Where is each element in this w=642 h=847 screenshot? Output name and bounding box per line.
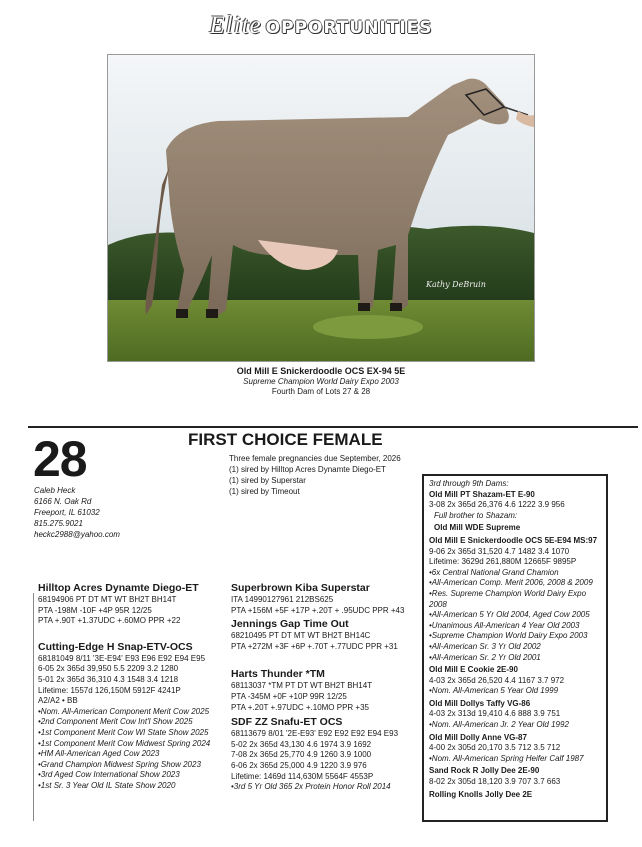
elite-opportunities-logo xyxy=(0,12,642,40)
animal-name: Jennings Gap Time Out xyxy=(231,618,349,631)
lot-title: FIRST CHOICE FEMALE xyxy=(188,430,383,449)
dam-record-line: •All-American Sr. 2 Yr Old 2001 xyxy=(429,652,541,662)
dam-record-line: •Nom. All-American Jr. 2 Year Old 1992 xyxy=(429,720,569,730)
record-line: 5-01 2x 365d 36,310 4.3 1548 3.4 1218 xyxy=(38,674,179,684)
dam-record-line: •Supreme Champion World Dairy Expo 2003 xyxy=(429,631,588,641)
record-line: 5-02 2x 365d 43,130 4.6 1974 3.9 1692 xyxy=(231,739,372,749)
dam-record-line: 9-06 2x 365d 31,520 4.7 1482 3.4 1070 xyxy=(429,546,570,556)
record-line: PTA -345M +0F +10P 99R 12/25 xyxy=(231,691,347,701)
lot-number: 28 xyxy=(33,431,87,487)
dam-record-line: •6x Central National Grand Chamion xyxy=(429,567,559,577)
logo-elite-text: Elite xyxy=(209,12,262,39)
record-line: •HM All-American Aged Cow 2023 xyxy=(38,749,160,759)
dam-record-line: 3-08 2x 365d 26,376 4.6 1222 3.9 956 xyxy=(429,500,565,510)
dam-record-line: •All-American Comp. Merit 2006, 2008 & 2009 xyxy=(429,578,593,588)
record-line: •Nom. All-American Component Merit Cow 2025 xyxy=(38,706,210,716)
left-pedigree-column xyxy=(38,582,228,792)
record-line: 68113037 *TM PT DT WT BH2T BH14T xyxy=(231,681,373,691)
pedigree-entry xyxy=(38,582,228,627)
caption-relation: Fourth Dam of Lots 27 & 28 xyxy=(271,387,371,396)
dam-name: Old Mill E Snickerdoodle OCS 5E-E94 MS:97 xyxy=(429,535,598,545)
animal-name: Harts Thunder *TM xyxy=(231,668,325,681)
record-line: 68113679 8/01 '2E-E93' E92 E92 E92 E94 E93 xyxy=(231,729,399,739)
record-line: PTA +156M +5F +17P +.20T + .95UDC PPR +43 xyxy=(231,605,405,615)
record-line: Lifetime: 1557d 126,150M 5912F 4241P xyxy=(38,685,181,695)
record-line: 68181049 8/11 '3E-E94' E93 E96 E92 E94 E95 xyxy=(38,653,206,663)
lot-description xyxy=(229,453,401,497)
dam-record-line: 4-00 2x 305d 20,170 3.5 712 3.5 712 xyxy=(429,743,561,753)
dam-name: Sand Rock R Jolly Dee 2E-90 xyxy=(429,766,540,776)
record-line: PTA -198M -10F +4P 95R 12/25 xyxy=(38,605,152,615)
dam-name: Old Mill E Cookie 2E-90 xyxy=(429,665,518,675)
dam-record-line: •All-American 5 Yr Old 2004, Aged Cow 2005 xyxy=(429,610,590,620)
record-line: •Grand Champion Midwest Spring Show 2023 xyxy=(38,759,201,769)
caption-cow-name: Old Mill E Snickerdoodle OCS EX-94 5E xyxy=(236,366,406,376)
record-line: 68194906 PT DT MT WT BH2T BH14T xyxy=(38,595,177,604)
dams-box xyxy=(422,474,608,822)
animal-name: SDF ZZ Snafu-ET OCS xyxy=(231,716,343,729)
record-line: ITA 14990127961 212BS625 xyxy=(231,595,334,604)
dam-record-line: 8-02 2x 305d 18,120 3.9 707 3.7 663 xyxy=(429,777,561,787)
dam-record-line: 4-03 2x 313d 19,410 4.6 888 3.9 751 xyxy=(429,709,561,719)
dam-record-line: •Nom. All-American 5 Year Old 1999 xyxy=(429,686,559,696)
record-line: A2/A2 • BB xyxy=(38,696,78,706)
dam-record-line: •All-American Sr. 3 Yr Old 2002 xyxy=(429,641,541,651)
dam-name: Rolling Knolls Jolly Dee 2E xyxy=(429,789,533,799)
logo-opportunities-text: OPPORTUNITIES xyxy=(265,18,433,38)
record-line: •1st Component Merit Cow WI State Show 2025 xyxy=(38,727,209,737)
contact-email: heckc2988@yahoo.com xyxy=(34,530,120,539)
dam-record-line: 4-03 2x 365d 26,520 4.4 1167 3.7 972 xyxy=(429,675,565,685)
lot-desc-line: (1) sired by Hilltop Acres Dynamte Diego-ET xyxy=(229,465,386,474)
dam-name: Old Mill Dollys Taffy VG-86 xyxy=(429,698,531,708)
lot-desc-line: (1) sired by Superstar xyxy=(229,476,306,485)
animal-name: Superbrown Kiba Superstar xyxy=(231,582,370,594)
left-column-bar xyxy=(33,593,34,821)
contact-line: Freeport, IL 61032 xyxy=(34,508,100,517)
contact-line: 815.275.9021 xyxy=(34,519,83,528)
section-divider xyxy=(28,426,638,428)
lot-desc-line: (1) sired by Timeout xyxy=(229,487,300,496)
animal-name: Cutting-Edge H Snap-ETV-OCS xyxy=(38,640,193,653)
record-line: PTA +.90T +1.37UDC +.60MO PPR +22 xyxy=(38,616,181,626)
dam-record-line: •Res. Supreme Champion World Dairy Expo 2008 xyxy=(429,588,587,609)
record-line: Lifetime: 1469d 114,630M 5564F 4553P xyxy=(231,771,374,781)
record-line: •3rd 5 Yr Old 365 2x Protein Honor Roll 2014 xyxy=(231,782,391,792)
contact-line: 6166 N. Oak Rd xyxy=(34,497,92,506)
dam-record-line: •Nom. All-American Spring Heifer Calf 1987 xyxy=(429,753,584,763)
dam-name: Old Mill Dolly Anne VG-87 xyxy=(429,732,527,742)
pedigree-entry xyxy=(38,641,228,792)
lot-desc-line: Three female pregnancies due September, 2026 xyxy=(229,454,401,463)
record-line: •3rd Aged Cow International Show 2023 xyxy=(38,770,180,780)
pedigree-entry xyxy=(231,668,419,713)
dam-record-line: Lifetime: 3629d 261,880M 12665F 9895P xyxy=(429,557,577,567)
pedigree-entry xyxy=(231,618,419,652)
animal-name: Hilltop Acres Dynamte Diego-ET xyxy=(38,582,199,594)
dam-record-line: 3rd through 9th Dams: xyxy=(429,479,509,488)
dam-record-line: Full brother to Shazam: xyxy=(434,510,518,520)
record-line: PTA +272M +3F +6P +.70T +.77UDC PPR +31 xyxy=(231,641,398,651)
contact-line: Caleb Heck xyxy=(34,486,76,495)
dam-name: Old Mill PT Shazam-ET E-90 xyxy=(429,489,535,499)
record-line: •2nd Component Merit Cow Int'l Show 2025 xyxy=(38,717,193,727)
photo-watermark: Kathy DeBruin xyxy=(426,280,486,289)
pedigree-entry xyxy=(231,582,419,616)
record-line: 6-06 2x 365d 25,000 4.9 1220 3.9 976 xyxy=(231,760,367,770)
record-line: •1st Sr. 3 Year Old IL State Show 2020 xyxy=(38,780,176,790)
dam-name: Old Mill WDE Supreme xyxy=(434,523,521,533)
dam-record-line: •Unanimous All-American 4 Year Old 2003 xyxy=(429,620,580,630)
record-line: 7-08 2x 365d 25,770 4.9 1260 3.9 1000 xyxy=(231,750,372,760)
pedigree-entry xyxy=(231,716,419,793)
record-line: 6-05 2x 365d 39,950 5.5 2209 3.2 1280 xyxy=(38,664,179,674)
middle-pedigree-column xyxy=(231,582,419,793)
consignor-contact xyxy=(34,485,120,540)
page-header xyxy=(0,0,642,46)
cow-photo xyxy=(107,54,535,362)
record-line: •1st Component Merit Cow Midwest Spring 2024 xyxy=(38,738,211,748)
photo-caption xyxy=(0,366,642,396)
caption-award: Supreme Champion World Dairy Expo 2003 xyxy=(243,377,399,386)
record-line: 68210495 PT DT MT WT BH2T BH14C xyxy=(231,631,371,641)
record-line: PTA +.20T +.97UDC +.10MO PPR +35 xyxy=(231,702,369,712)
